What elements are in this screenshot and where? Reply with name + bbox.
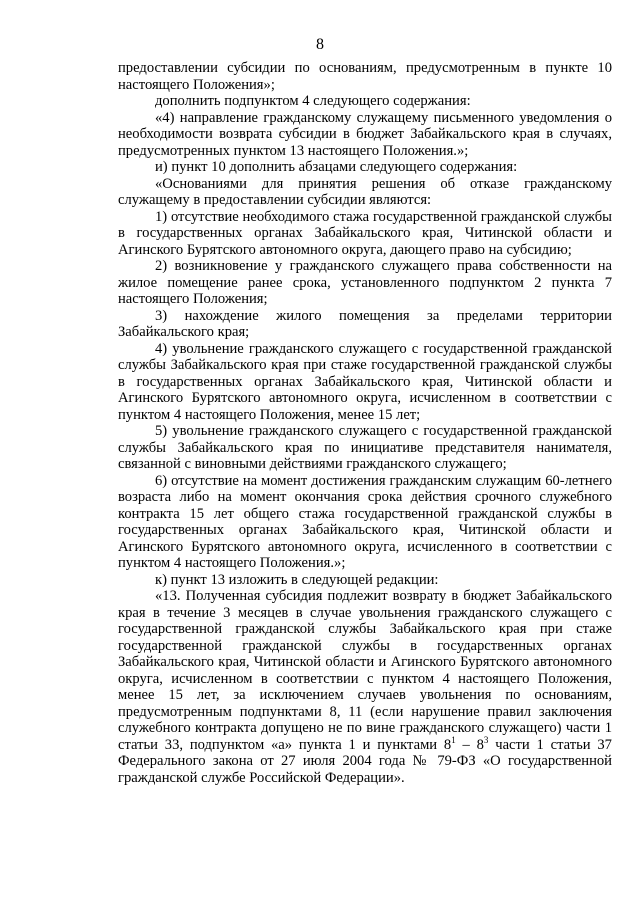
paragraph: предоставлении субсидии по основаниям, предусмотренным в пункте 10 настоящего Положения»; [118, 60, 612, 93]
final-paragraph-text: – 8 [455, 736, 484, 753]
paragraph: «Основаниями для принятия решения об отказе гражданскому служащему в предоставлении субсидии являются: [118, 175, 612, 208]
final-paragraph [118, 588, 612, 786]
document-body [118, 60, 612, 786]
paragraph: и) пункт 10 дополнить абзацами следующего содержания: [155, 159, 518, 175]
paragraph: 2) возникновение у гражданского служащего права собственности на жилое помещение ранее срока, установленного подпунктом 2 пункта 7 настоящего Положения; [118, 258, 612, 307]
paragraph: к) пункт 13 изложить в следующей редакции: [155, 571, 439, 588]
superscript: 1 [451, 734, 456, 745]
final-paragraph-text: «13. Полученная субсидия подлежит возврату в бюджет Забайкальского края в течение 3 месяцев в случае увольнения гражданского служащего с государственной гражданской службы Забайкальского края при стаже государственной гражданской службы в государственных органах Забайкальского края, Читинской области и Агинского Бурятского автономного округа, исчисленном в соответствии с пунктом 4 настоящего Положения, менее 15 лет, за исключением случаев увольнения по основаниям, предусмотренным подпунктами 8, 11 (если нарушение правил заключения служебного контракта допущено не по вине гражданского служащего) части 1 статьи 33, подпунктом «а» пункта 1 и пунктами 8 [118, 588, 612, 753]
paragraph: 5) увольнение гражданского служащего с государственной гражданской службы Забайкальского края по инициативе представителя нанимателя, связанной с виновными действиями гражданского служащего; [118, 423, 612, 472]
superscript: 3 [483, 734, 489, 745]
paragraph: 3) нахождение жилого помещения за пределами территории Забайкальского края; [118, 307, 612, 340]
final-paragraph-text: части 1 статьи 37 Федерального закона от 27 июля 2004 года № 79-ФЗ «О государственной гражданской службе Российской Федерации». [118, 736, 612, 786]
page-number: 8 [316, 36, 324, 53]
paragraph: 1) отсутствие необходимого стажа государственной гражданской службы в государственных органах Забайкальского края, Читинской области и Агинского Бурятского автономного округа, дающего право на субсидию; [118, 208, 612, 258]
paragraph: 4) увольнение гражданского служащего с государственной гражданской службы Забайкальского края при стаже государственной гражданской службы в государственных органах Забайкальского края, Читинской области и Агинского Бурятского автономного округа, исчисленном в соответствии с пунктом 4 настоящего Положения, менее 15 лет; [118, 340, 612, 423]
paragraph: «4) направление гражданскому служащему письменного уведомления о необходимости возврата субсидии в бюджет Забайкальского края в случаях, предусмотренных пунктом 13 настоящего Положения.»; [118, 109, 612, 159]
paragraph: 6) отсутствие на момент достижения гражданским служащим 60-летнего возраста либо на момент окончания срока действия срочного служебного контракта 15 лет общего стажа государственной гражданской службы в государственных органах Забайкальского края, Читинской области и Агинского Бурятского автономного округа, исчисленного в соответствии с пунктом 4 настоящего Положения.»; [118, 472, 612, 571]
paragraph: дополнить подпунктом 4 следующего содержания: [155, 93, 471, 109]
